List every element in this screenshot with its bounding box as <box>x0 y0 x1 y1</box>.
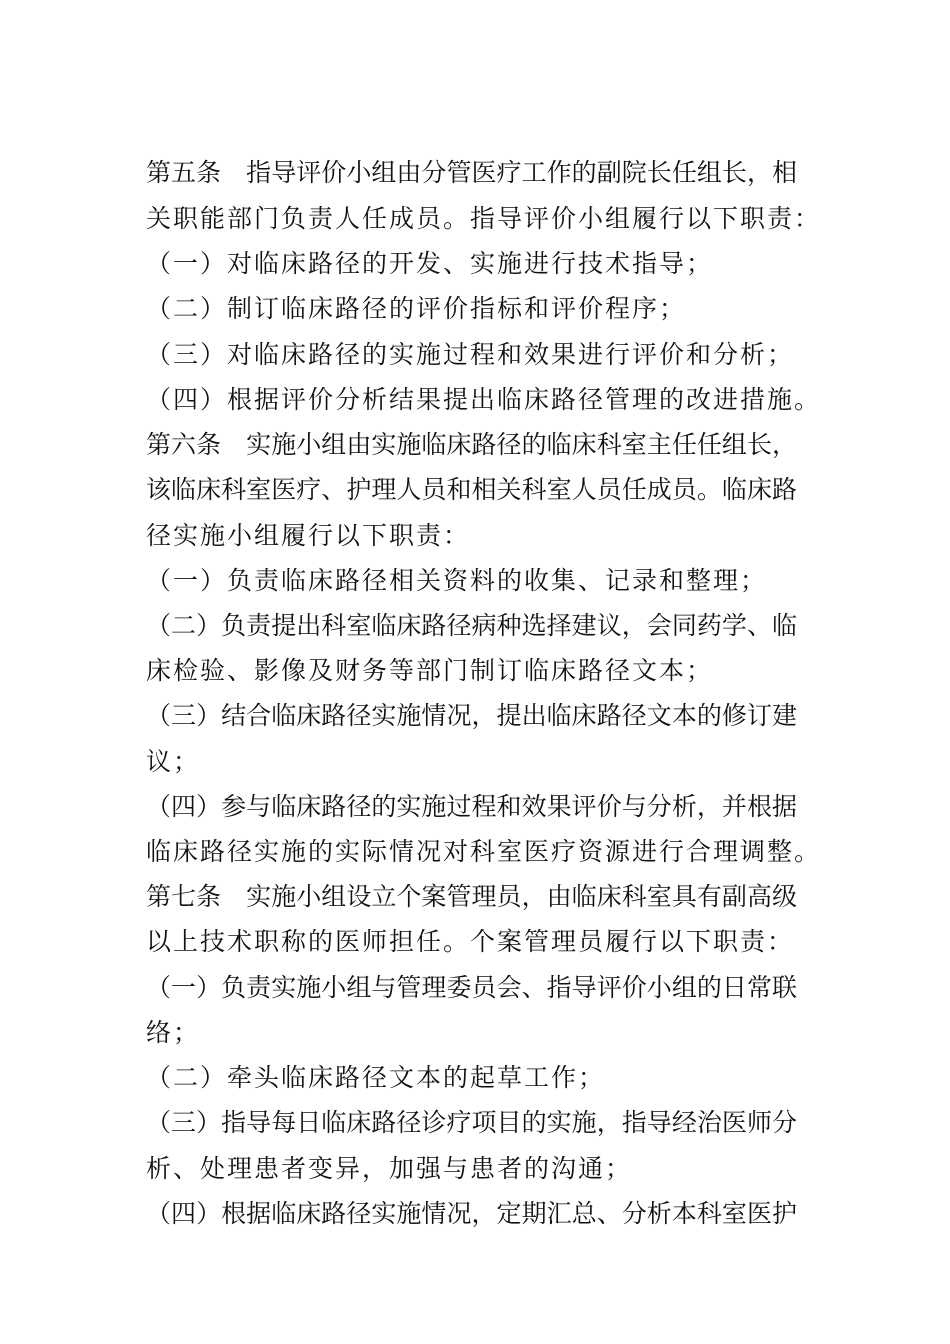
text-line: 议； <box>146 747 201 776</box>
text-line: 径实施小组履行以下职责： <box>146 521 471 550</box>
text-line: （一）负责实施小组与管理委员会、指导评价小组的日常联 <box>146 973 797 1002</box>
text-line: （二）负责提出科室临床路径病种选择建议，会同药学、临 <box>146 611 797 640</box>
text-line: （三）对临床路径的实施过程和效果进行评价和分析； <box>146 340 795 369</box>
text-line: 临床路径实施的实际情况对科室医疗资源进行合理调整。 <box>146 837 822 866</box>
text-line: （四）参与临床路径的实施过程和效果评价与分析，并根据 <box>146 792 797 821</box>
text-line: （四）根据临床路径实施情况，定期汇总、分析本科室医护 <box>146 1199 797 1228</box>
text-line: 第六条 实施小组由实施临床路径的临床科室主任任组长， <box>146 430 797 459</box>
text-line: （三）结合临床路径实施情况，提出临床路径文本的修订建 <box>146 701 797 730</box>
text-line: （二）制订临床路径的评价指标和评价程序； <box>146 294 687 323</box>
text-line: （一）负责临床路径相关资料的收集、记录和整理； <box>146 566 768 595</box>
text-line: 第七条 实施小组设立个案管理员，由临床科室具有副高级 <box>146 882 797 911</box>
text-line: 关职能部门负责人任成员。指导评价小组履行以下职责： <box>146 204 822 233</box>
text-line: 以上技术职称的医师担任。个案管理员履行以下职责： <box>146 927 795 956</box>
text-line: 该临床科室医疗、护理人员和相关科室人员任成员。临床路 <box>146 475 797 504</box>
text-line: （四）根据评价分析结果提出临床路径管理的改进措施。 <box>146 385 822 414</box>
text-line: 床检验、影像及财务等部门制订临床路径文本； <box>146 656 714 685</box>
text-line: （三）指导每日临床路径诊疗项目的实施，指导经治医师分 <box>146 1108 797 1137</box>
text-line: （一）对临床路径的开发、实施进行技术指导； <box>146 249 714 278</box>
text-line: 络； <box>146 1018 201 1047</box>
text-line: 析、处理患者变异，加强与患者的沟通； <box>146 1154 633 1183</box>
text-line: （二）牵头临床路径文本的起草工作； <box>146 1063 606 1092</box>
text-line: 第五条 指导评价小组由分管医疗工作的副院长任组长，相 <box>146 158 797 187</box>
